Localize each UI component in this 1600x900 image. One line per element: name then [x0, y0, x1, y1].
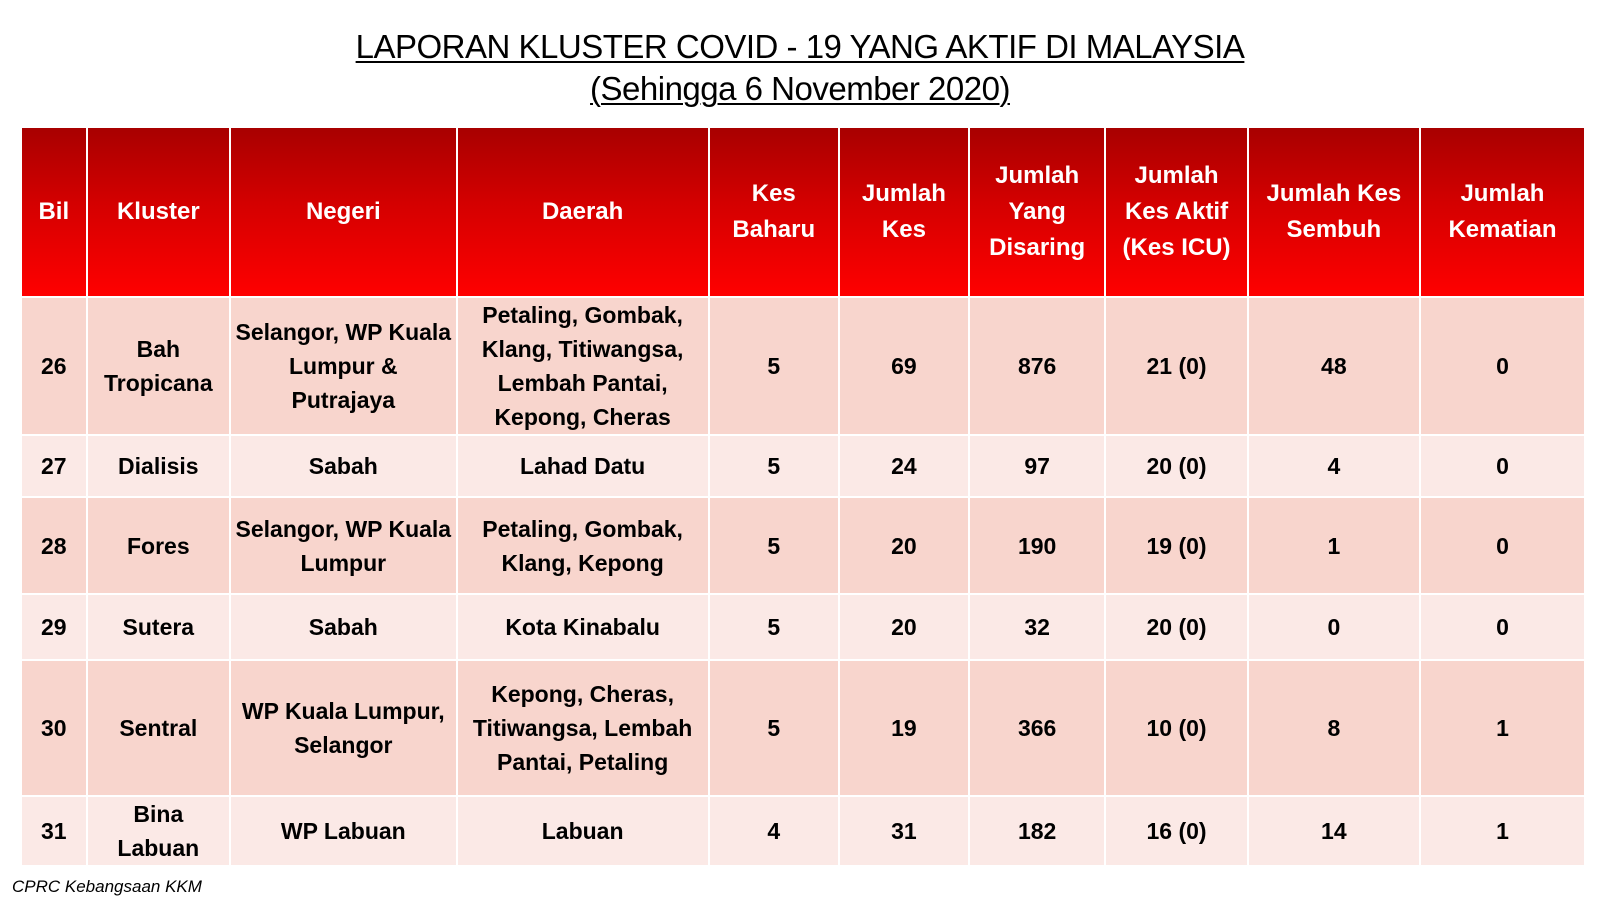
- cell-kluster: Bah Tropicana: [87, 297, 230, 435]
- cell-jumlah-sembuh: 1: [1248, 497, 1420, 594]
- cell-jumlah-kes: 20: [839, 594, 969, 660]
- cell-jumlah-aktif: 10 (0): [1105, 660, 1247, 796]
- cell-jumlah-disaring: 190: [969, 497, 1105, 594]
- cell-jumlah-aktif: 20 (0): [1105, 435, 1247, 497]
- cell-bil: 28: [21, 497, 87, 594]
- cell-jumlah-disaring: 182: [969, 796, 1105, 866]
- header-kluster: Kluster: [87, 127, 230, 297]
- cell-bil: 26: [21, 297, 87, 435]
- cell-kluster: Sutera: [87, 594, 230, 660]
- cell-bil: 31: [21, 796, 87, 866]
- table-row: [21, 435, 1585, 497]
- cell-jumlah-sembuh: 0: [1248, 594, 1420, 660]
- report-title-date: (Sehingga 6 November 2020): [590, 70, 1010, 107]
- cell-kluster: Sentral: [87, 660, 230, 796]
- cell-jumlah-kes: 24: [839, 435, 969, 497]
- cell-kes-baharu: 4: [709, 796, 839, 866]
- cell-jumlah-disaring: 32: [969, 594, 1105, 660]
- cell-daerah: Labuan: [457, 796, 709, 866]
- cell-jumlah-sembuh: 8: [1248, 660, 1420, 796]
- cell-daerah: Petaling, Gombak, Klang, Kepong: [457, 497, 709, 594]
- cell-bil: 27: [21, 435, 87, 497]
- cell-kluster: Fores: [87, 497, 230, 594]
- header-daerah: Daerah: [457, 127, 709, 297]
- cell-jumlah-kes: 19: [839, 660, 969, 796]
- cell-jumlah-kematian: 0: [1420, 594, 1585, 660]
- source-note: CPRC Kebangsaan KKM: [12, 877, 202, 896]
- cell-jumlah-disaring: 97: [969, 435, 1105, 497]
- cell-kes-baharu: 5: [709, 497, 839, 594]
- cell-bil: 30: [21, 660, 87, 796]
- cell-jumlah-disaring: 366: [969, 660, 1105, 796]
- cell-kluster: Bina Labuan: [87, 796, 230, 866]
- header-kes-baharu: Kes Baharu: [709, 127, 839, 297]
- cell-kes-baharu: 5: [709, 297, 839, 435]
- table-row: [21, 297, 1585, 435]
- header-bil: Bil: [21, 127, 87, 297]
- table-row: [21, 497, 1585, 594]
- cell-jumlah-aktif: 20 (0): [1105, 594, 1247, 660]
- header-jumlah-sembuh: Jumlah Kes Sembuh: [1248, 127, 1420, 297]
- cell-jumlah-sembuh: 14: [1248, 796, 1420, 866]
- cell-daerah: Kota Kinabalu: [457, 594, 709, 660]
- cell-kes-baharu: 5: [709, 660, 839, 796]
- cell-jumlah-kes: 69: [839, 297, 969, 435]
- cell-jumlah-aktif: 19 (0): [1105, 497, 1247, 594]
- cell-jumlah-aktif: 16 (0): [1105, 796, 1247, 866]
- cell-kluster: Dialisis: [87, 435, 230, 497]
- cell-negeri: Sabah: [230, 435, 457, 497]
- cell-jumlah-kematian: 0: [1420, 435, 1585, 497]
- cell-kes-baharu: 5: [709, 594, 839, 660]
- table-row: [21, 594, 1585, 660]
- header-jumlah-kematian: Jumlah Kematian: [1420, 127, 1585, 297]
- cell-jumlah-kematian: 1: [1420, 796, 1585, 866]
- cell-kes-baharu: 5: [709, 435, 839, 497]
- cell-jumlah-kes: 20: [839, 497, 969, 594]
- cell-jumlah-kes: 31: [839, 796, 969, 866]
- cell-daerah: Kepong, Cheras, Titiwangsa, Lembah Pantai, Petaling: [457, 660, 709, 796]
- cell-jumlah-sembuh: 4: [1248, 435, 1420, 497]
- cell-jumlah-disaring: 876: [969, 297, 1105, 435]
- header-jumlah-kes: Jumlah Kes: [839, 127, 969, 297]
- cell-negeri: Selangor, WP Kuala Lumpur: [230, 497, 457, 594]
- cell-negeri: WP Kuala Lumpur, Selangor: [230, 660, 457, 796]
- cell-daerah: Lahad Datu: [457, 435, 709, 497]
- header-jumlah-disaring: Jumlah Yang Disaring: [969, 127, 1105, 297]
- report-title-main: LAPORAN KLUSTER COVID - 19 YANG AKTIF DI MALAYSIA: [355, 28, 1245, 65]
- cell-jumlah-sembuh: 48: [1248, 297, 1420, 435]
- cluster-table: [20, 126, 1586, 867]
- cell-negeri: Selangor, WP Kuala Lumpur & Putrajaya: [230, 297, 457, 435]
- cell-jumlah-kematian: 0: [1420, 297, 1585, 435]
- cell-jumlah-aktif: 21 (0): [1105, 297, 1247, 435]
- cell-bil: 29: [21, 594, 87, 660]
- report-title: [0, 26, 1600, 110]
- cell-negeri: Sabah: [230, 594, 457, 660]
- header-jumlah-aktif: Jumlah Kes Aktif (Kes ICU): [1105, 127, 1247, 297]
- header-negeri: Negeri: [230, 127, 457, 297]
- cell-negeri: WP Labuan: [230, 796, 457, 866]
- cell-jumlah-kematian: 0: [1420, 497, 1585, 594]
- cell-daerah: Petaling, Gombak, Klang, Titiwangsa, Lembah Pantai, Kepong, Cheras: [457, 297, 709, 435]
- table-row: [21, 660, 1585, 796]
- table-header-row: [21, 127, 1585, 297]
- cell-jumlah-kematian: 1: [1420, 660, 1585, 796]
- table-row: [21, 796, 1585, 866]
